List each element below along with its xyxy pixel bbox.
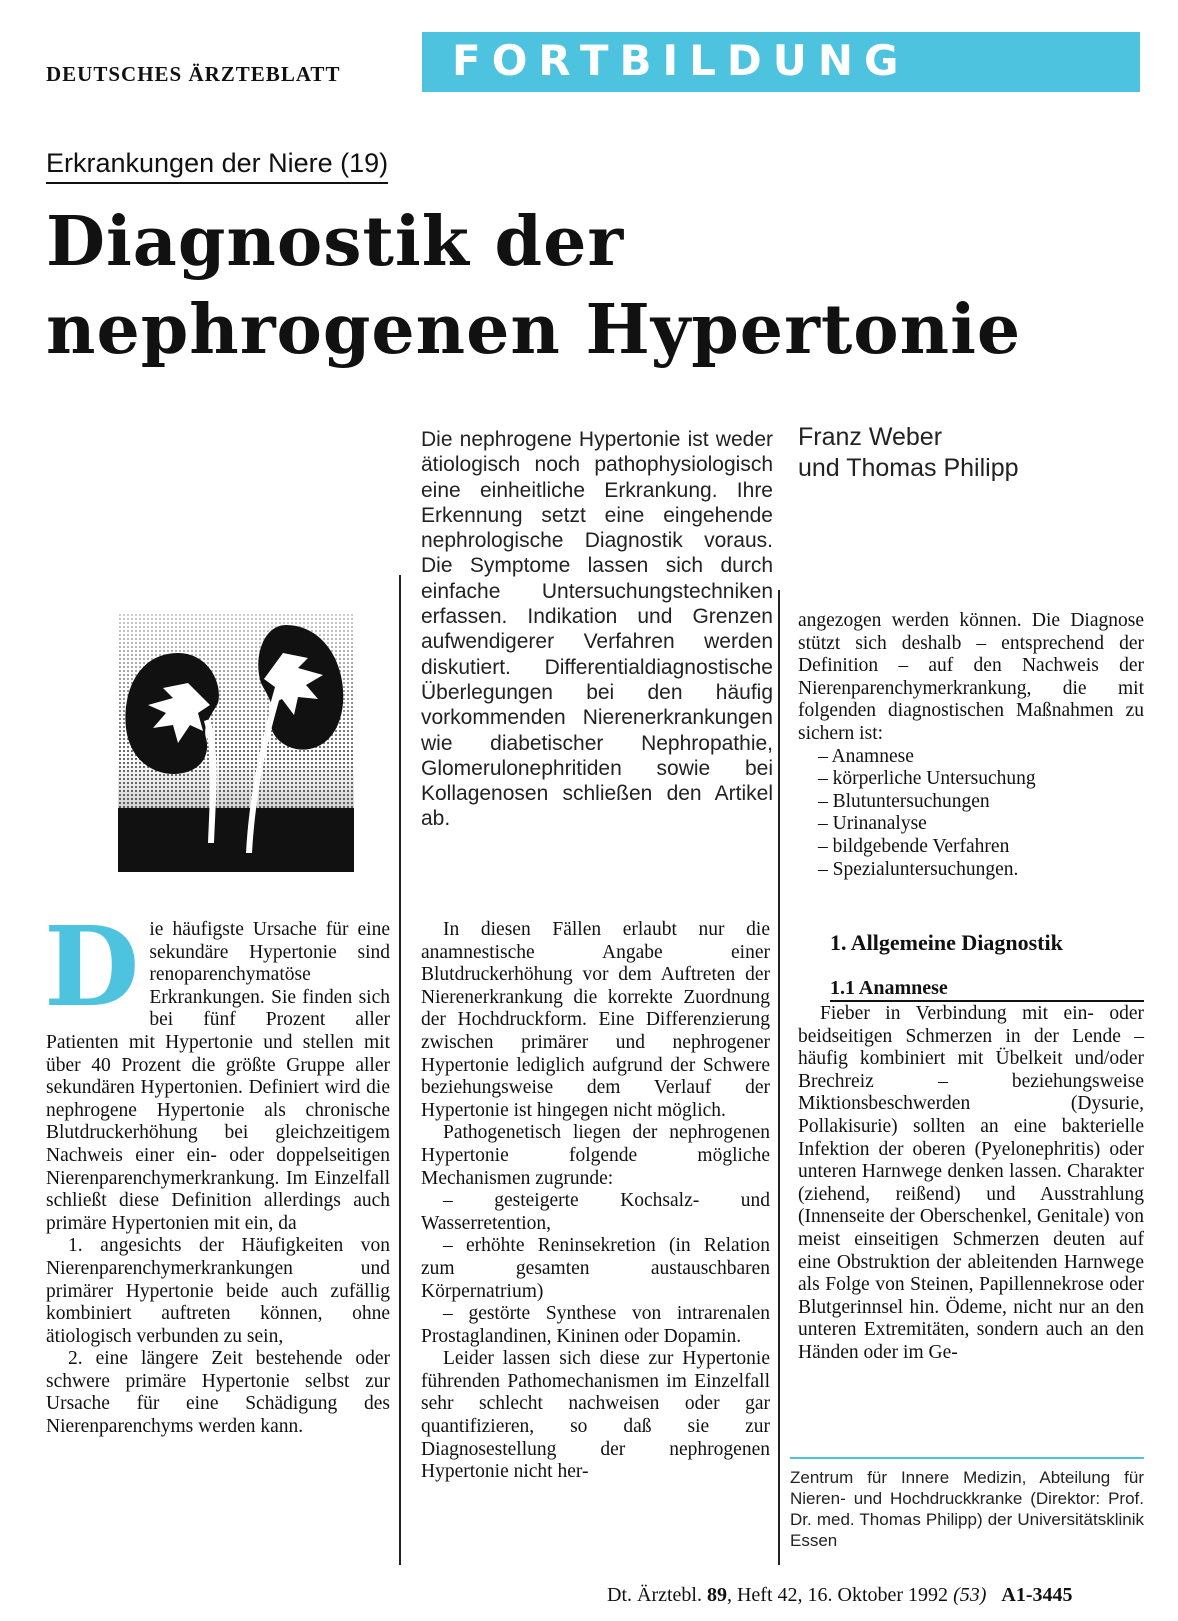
article-title [46,198,1146,374]
column-rule [778,590,780,1565]
author-2: und Thomas Philipp [798,454,1019,482]
series-title: Erkrankungen der Niere (19) [46,146,388,184]
paragraph: In diesen Fällen erlaubt nur die anamnestische Angabe einer Blutdruckerhöhung vor dem Auftreten der Nierenerkrankung die korrekte Zuordnung der Hochdruckform. Eine Differenzierung zwischen primärer und nephrogener Hypertonie lediglich aufgrund der Schwere beziehungsweise dem Verlauf der Hypertonie ist hingegen nicht möglich. [421,919,770,1121]
page-footer [607,1584,1073,1607]
title-line-2: nephrogenen Hypertonie [46,290,1022,370]
footer-volume: 89 [706,1584,727,1606]
journal-name: DEUTSCHES ÄRZTEBLATT [46,62,341,86]
author-1: Franz Weber [798,423,943,451]
section-banner: FORTBILDUNG [422,32,1140,92]
paragraph: ie häufigste Ursache für eine sekundäre Hypertonie sind renoparenchymatöse Erkrankungen. Sie finden sich bei fünf Prozent aller Patienten mit Hypertonie und stellen mit über 40 Prozent die größte Gruppe aller sekundären Hypertonien. Definiert wird die nephrogene Hypertonie als chronische Blutdruckerhöhung bei gleichzeitigem Nachweis einer ein- oder doppelseitigen Nierenparenchymerkrankung. Im Einzelfall schließt diese Definition allerdings auch primäre Hypertonien mit ein, da [46,919,390,1234]
paragraph: 2. eine längere Zeit bestehende oder schwere primäre Hypertonie selbst zur Ursache für eine Schädigung des Nierenparenchyms werden kann. [46,1348,390,1438]
list-item: – Blutuntersuchungen [818,790,990,812]
list-item: – Anamnese [818,745,914,767]
body-column-1 [44,902,390,1439]
affiliation: Zentrum für Innere Medizin, Abteilung für Nieren- und Hochdruckkranke (Direktor: Prof. Dr. med. Thomas Philipp) der Universitätsklinik Essen [790,1468,1144,1550]
body-column-3-lower [798,1003,1144,1365]
drop-cap: D [44,902,140,1031]
diagnostic-list [798,746,1144,882]
list-item: – Urinanalyse [818,813,927,835]
list-item: – Spezialuntersuchungen. [818,858,1019,880]
column-rule [399,575,401,1565]
paragraph: – erhöhte Reninsekretion (in Relation zum gesamten austauschbaren Körpernatrium) [421,1235,770,1302]
heading-underline [830,1000,1144,1002]
kidney-illustration [118,613,354,872]
footer-issue: , Heft 42, 16. Oktober 1992 [726,1584,949,1606]
list-item: – körperliche Untersuchung [818,768,1036,790]
authors [798,422,1019,484]
footer-journal: Dt. Ärztebl. [607,1584,702,1606]
paragraph: angezogen werden können. Die Diagnose stützt sich deshalb – entsprechend der Definition – auf den Nachweis der Nierenparenchymerkrankung, die mit folgenden diagnostischen Maßnahmen zu sichern ist: [798,610,1144,744]
paragraph: 1. angesichts der Häufigkeiten von Nierenparenchymerkrankungen und primärer Hypertonie beide auch zufällig kombiniert auftreten können, ohne ätiologisch verbunden zu sein, [46,1235,390,1347]
body-column-2 [421,919,770,1484]
abstract: Die nephrogene Hypertonie ist weder ätiologisch noch pathophysiologisch eine einheitliche Erkrankung. Ihre Erkennung setzt eine eingehende nephrologische Diagnostik voraus. Die Symptome lassen sich durch einfache Untersuchungstechniken erfassen. Indikation und Grenzen aufwendigerer Verfahren werden diskutiert. Differentialdiagnostische Überlegungen bei den häufig vorkommenden Nierenerkrankungen wie diabetischer Nephropathie, Glomerulonephritiden sowie bei Kollagenosen schließen den Artikel ab. [421,428,773,831]
paragraph: Fieber in Verbindung mit ein- oder beidseitigen Schmerzen in der Lende – häufig kombiniert mit Übelkeit und/oder Brechreiz – beziehungsweise Miktionsbeschwerden (Dysurie, Pollakisurie) sollten an eine bakterielle Infektion der oberen (Pyelonephritis) oder unteren Harnwege denken lassen. Charakter (ziehend, reißend) und Ausstrahlung (Innenseite der Oberschenkel, Genitale) von meist einseitigen Schmerzen deuten auf eine Obstruktion der ableitenden Harnwege als Folge von Steinen, Papillennekrose oder Blutgerinnsel hin. Ödeme, nicht nur an den unteren Extremitäten, sondern auch an den Händen oder im Ge- [798,1003,1144,1363]
paragraph: Leider lassen sich diese zur Hypertonie führenden Pathomechanismen im Einzelfall sehr schlecht nachweisen oder gar quantifizieren, so daß sie zur Diagnosestellung der nephrogenen Hypertonie nicht her- [421,1348,770,1483]
paragraph: – gestörte Synthese von intrarenalen Prostaglandinen, Kininen oder Dopamin. [421,1303,770,1347]
list-item: – bildgebende Verfahren [818,835,1010,857]
footer-page: A1-3445 [1001,1584,1073,1606]
paragraph: Pathogenetisch liegen der nephrogenen Hypertonie folgende mögliche Mechanismen zugrunde: [421,1122,770,1189]
paragraph: – gesteigerte Kochsalz- und Wasserretention, [421,1190,770,1234]
affiliation-rule [790,1457,1144,1459]
body-column-3 [798,610,1144,881]
section-heading: 1. Allgemeine Diagnostik [830,930,1063,955]
footer-year-volume: (53) [953,1584,987,1606]
subsection-heading: 1.1 Anamnese [830,977,948,999]
title-line-1: Diagnostik der [46,202,625,282]
